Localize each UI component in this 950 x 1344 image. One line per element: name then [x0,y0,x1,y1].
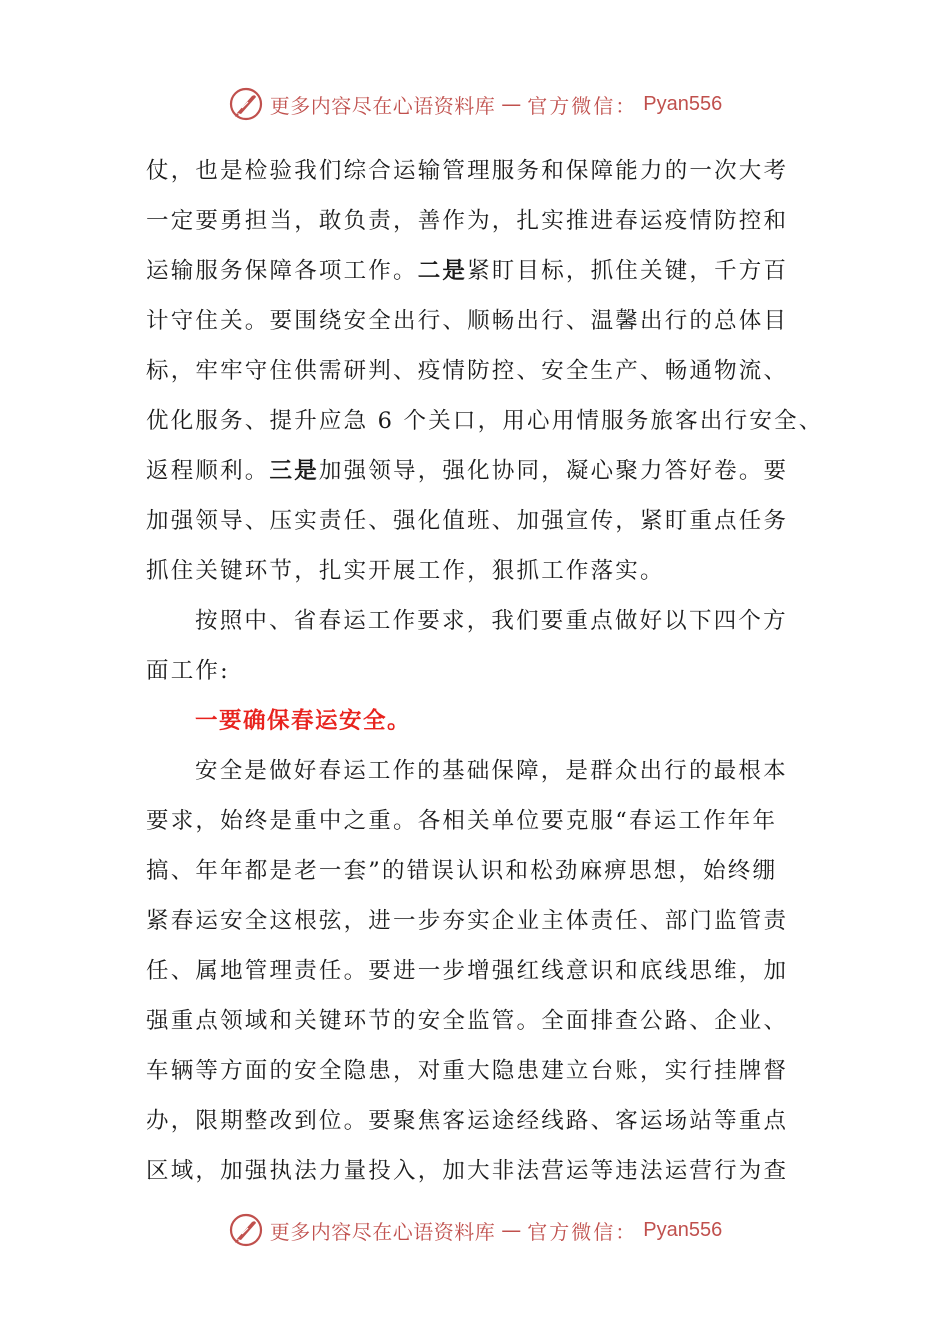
banner-brand: 更多内容尽在心语资料库 [269,1219,496,1244]
text-run: 运输服务保障各项工作。 [146,258,418,284]
paragraph-line: 加强领导、压实责任、强化值班、加强宣传，紧盯重点任务 [146,508,789,534]
paragraph-line [146,446,826,496]
section-heading: 一要确保春运安全。 [195,708,412,734]
banner-brand: 更多内容尽在心语资料库 [269,93,496,118]
banner-separator: — [501,92,522,116]
banner-wechat-label: 官方微信： [527,1219,638,1244]
banner-wechat-label: 官方微信： [527,93,638,118]
paragraph-line: 标，牢牢守住供需研判、疫情防控、安全生产、畅通物流、 [146,358,789,384]
text-run: 加强领导，强化协同，凝心聚力答好卷。要 [318,458,789,484]
quill-pen-icon [228,1212,264,1248]
document-body [146,146,826,1196]
paragraph-line: 按照中、省春运工作要求，我们要重点做好以下四个方 [195,608,788,634]
paragraph-line: 强重点领域和关键环节的安全监管。全面排查公路、企业、 [146,1008,789,1034]
paragraph-line: 抓住关键环节，扎实开展工作，狠抓工作落实。 [146,558,665,584]
banner-wechat-id: Pyan556 [643,1218,723,1241]
paragraph-line: 安全是做好春运工作的基础保障，是群众出行的最根本 [195,758,788,784]
header-banner [0,82,950,126]
paragraph-line: 办，限期整改到位。要聚焦客运途经线路、客运场站等重点 [146,1108,789,1134]
paragraph-line: 车辆等方面的安全隐患，对重大隐患建立台账，实行挂牌督 [146,1058,789,1084]
paragraph-line: 要求，始终是重中之重。各相关单位要克服“春运工作年年 [146,808,778,834]
text-run: 紧盯目标，抓住关键，千方百 [467,258,789,284]
text-run: 返程顺利。 [146,458,270,484]
banner-wechat-id: Pyan556 [643,92,723,115]
paragraph-line: 任、属地管理责任。要进一步增强红线意识和底线思维，加 [146,958,789,984]
emphasis-second: 二是 [417,258,468,284]
paragraph-line [146,246,826,296]
paragraph-line: 搞、年年都是老一套”的错误认识和松劲麻痹思想，始终绷 [146,858,778,884]
footer-banner [0,1208,950,1252]
paragraph-line: 一定要勇担当，敢负责，善作为，扎实推进春运疫情防控和 [146,208,789,234]
paragraph-line: 面工作: [146,658,230,684]
paragraph-line: 计守住关。要围绕安全出行、顺畅出行、温馨出行的总体目 [146,308,789,334]
paragraph-line: 仗，也是检验我们综合运输管理服务和保障能力的一次大考 [146,158,789,184]
emphasis-third: 三是 [269,458,319,484]
quill-pen-icon [228,86,264,122]
paragraph-line: 紧春运安全这根弦，进一步夯实企业主体责任、部门监管责 [146,908,789,934]
paragraph-line: 区域，加强执法力量投入，加大非法营运等违法运营行为查 [146,1158,789,1184]
paragraph-line: 优化服务、提升应急 6 个关口，用心用情服务旅客出行安全、 [146,408,824,434]
banner-separator: — [501,1218,522,1242]
